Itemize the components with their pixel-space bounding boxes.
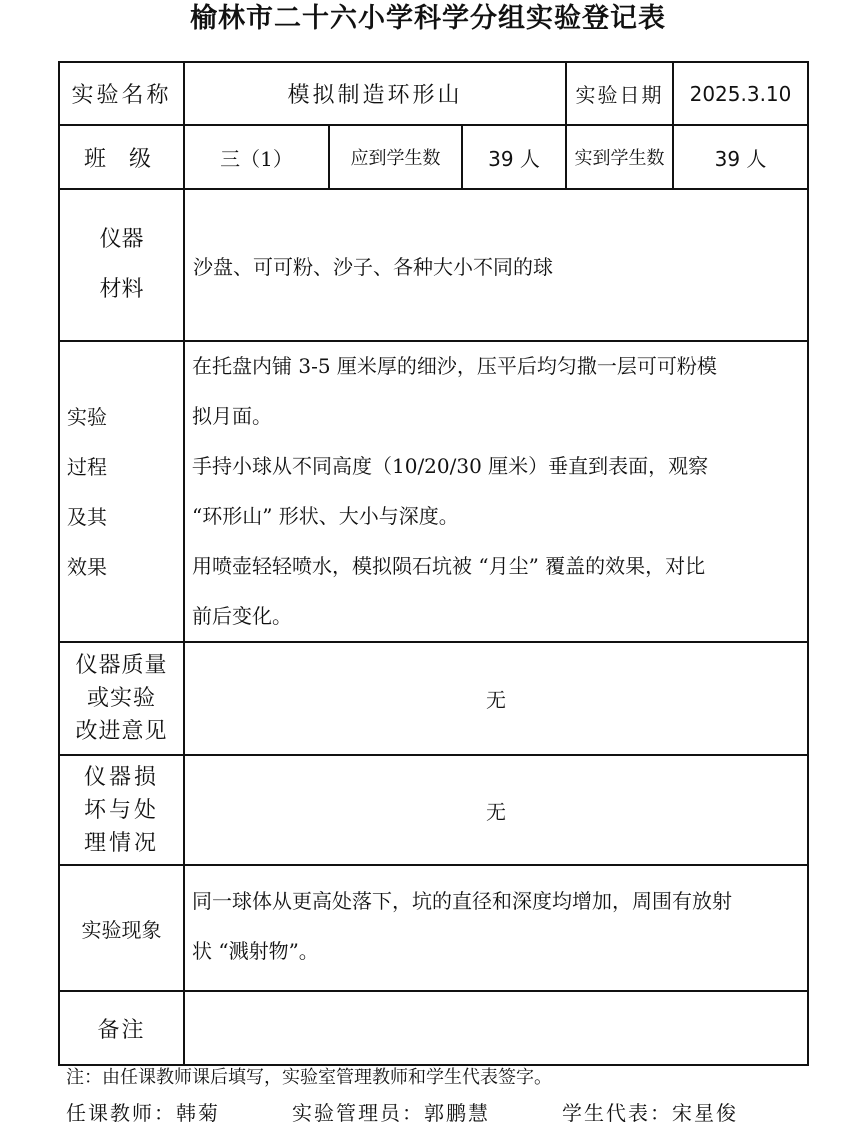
process-line: 在托盘内铺 3-5 厘米厚的细沙，压平后均匀撒一层可可粉模 [192, 354, 717, 378]
quality-label-line: 或实验 [86, 686, 156, 711]
quality-label [60, 643, 183, 754]
materials-label-line: 材料 [99, 277, 144, 302]
damage-label-line: 仪器损 [83, 764, 159, 790]
actual-students-label: 实到学生数 [574, 148, 665, 169]
damage-label-line: 理情况 [83, 830, 159, 856]
materials-value: 沙盘、可可粉、沙子、各种大小不同的球 [193, 254, 553, 279]
experiment-date-label: 实验日期 [575, 83, 664, 107]
student-rep-signature: 学生代表：宋星俊 [562, 1101, 738, 1125]
quality-label-line: 改进意见 [75, 719, 168, 744]
phenomenon-line: 状 “溅射物”。 [192, 939, 319, 963]
experiment-date-value: 2025.3.10 [689, 81, 792, 106]
damage-value: 无 [486, 799, 506, 824]
remarks-value [185, 992, 807, 1064]
process-label [60, 342, 183, 641]
materials-label-line: 仪器 [99, 227, 144, 252]
process-label-line: 过程 [67, 454, 107, 479]
damage-label [60, 756, 183, 864]
teacher-signature: 任课教师：韩菊 [66, 1101, 220, 1125]
process-label-line: 实验 [67, 404, 107, 429]
class-value: 三（1） [220, 146, 293, 171]
phenomenon-line: 同一球体从更高处落下，坑的直径和深度均增加，周围有放射 [192, 889, 732, 913]
process-line: 拟月面。 [192, 404, 272, 428]
expected-students-label: 应到学生数 [350, 148, 441, 169]
actual-students-value: 39 人 [714, 146, 767, 171]
damage-label-line: 坏与处 [83, 797, 159, 823]
manager-signature: 实验管理员：郭鹏慧 [292, 1101, 490, 1125]
process-label-line: 效果 [67, 554, 107, 579]
process-line: 手持小球从不同高度（10/20/30 厘米）垂直到表面，观察 [192, 454, 709, 478]
page-title: 榆林市二十六小学科学分组实验登记表 [190, 3, 666, 34]
footer-note: 注：由任课教师课后填写，实验室管理教师和学生代表签字。 [66, 1067, 552, 1088]
expected-students-value: 39 人 [488, 146, 540, 171]
remarks-label: 备注 [97, 1017, 146, 1043]
phenomenon-label: 实验现象 [81, 917, 162, 942]
class-label: 班 级 [84, 146, 159, 172]
process-line: 用喷壶轻轻喷水，模拟陨石坑被 “月尘” 覆盖的效果，对比 [192, 554, 706, 578]
materials-label [60, 190, 183, 340]
process-line: “环形山” 形状、大小与深度。 [192, 504, 459, 528]
quality-label-line: 仪器质量 [75, 653, 168, 678]
experiment-name-value: 模拟制造环形山 [287, 83, 463, 108]
quality-value: 无 [486, 688, 506, 712]
process-label-line: 及其 [67, 504, 107, 529]
process-line: 前后变化。 [192, 604, 292, 628]
experiment-name-label: 实验名称 [71, 83, 172, 108]
